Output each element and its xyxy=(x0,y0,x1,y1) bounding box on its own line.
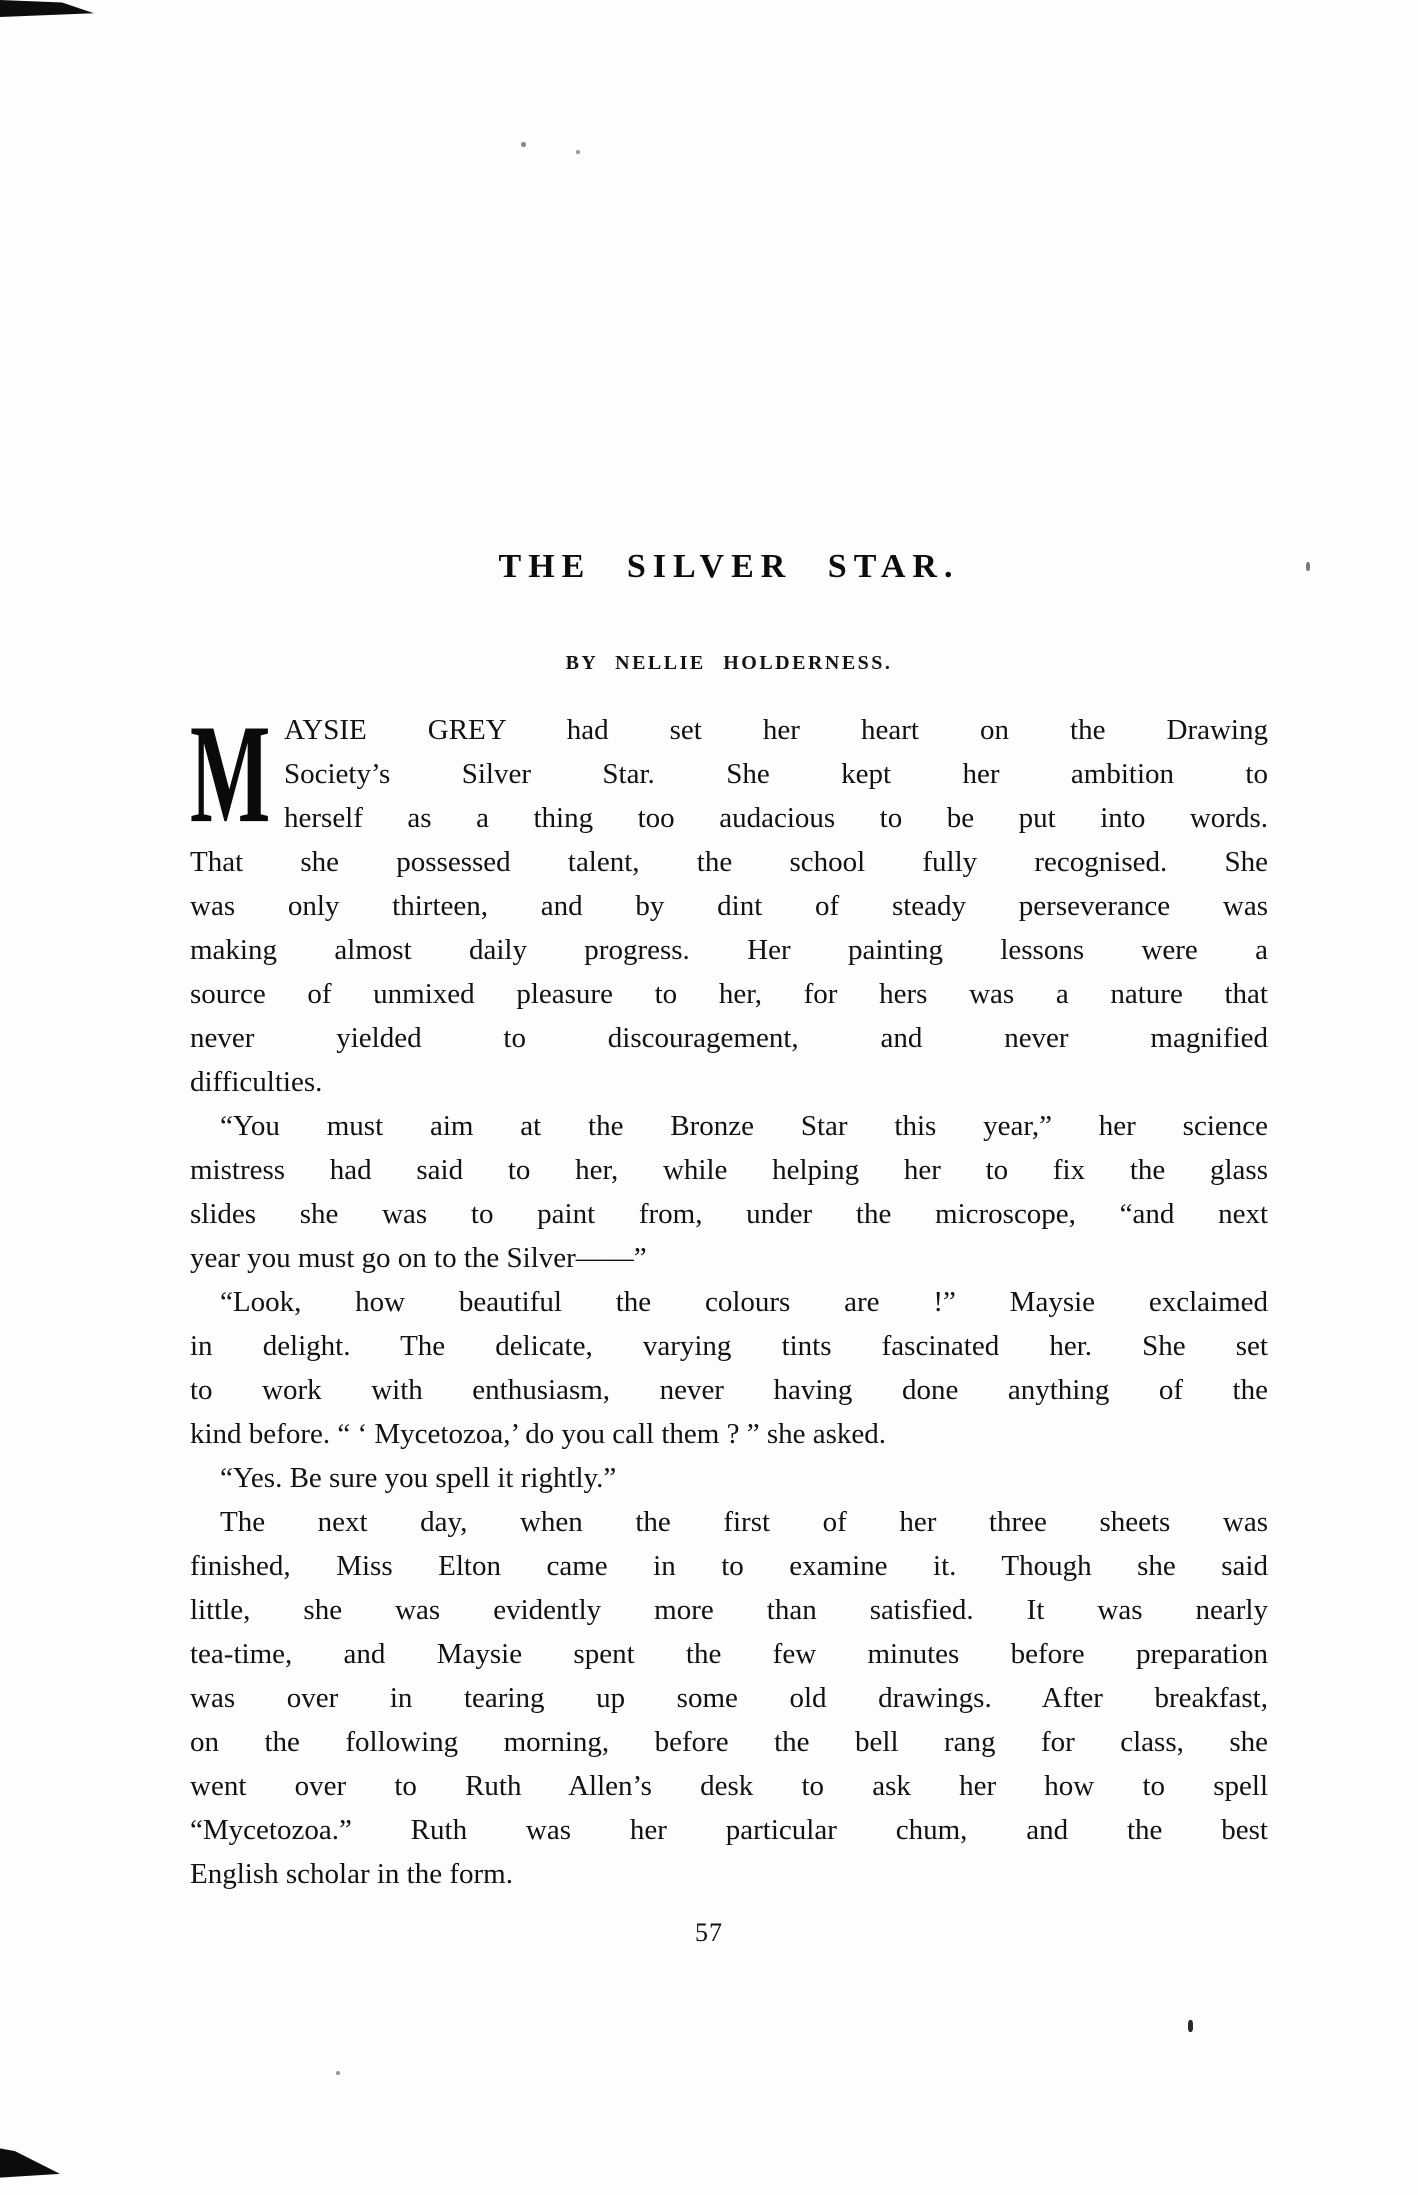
article-body xyxy=(190,695,1268,1896)
text-line: never yielded to discouragement, and never magnified xyxy=(190,1022,1268,1054)
text-line: “Mycetozoa.” Ruth was her particular chum, and the best xyxy=(190,1814,1268,1846)
text-line: English scholar in the form. xyxy=(190,1858,513,1890)
text-line: mistress had said to her, while helping her to fix the glass xyxy=(190,1154,1268,1186)
text-line: making almost daily progress. Her painting lessons were a xyxy=(190,934,1268,966)
paragraph-2 xyxy=(190,1104,1268,1280)
text-line: “Look, how beautiful the colours are !” Maysie exclaimed xyxy=(220,1286,1268,1318)
text-line: on the following morning, before the bell rang for class, she xyxy=(190,1726,1268,1758)
text-line: went over to Ruth Allen’s desk to ask her how to spell xyxy=(190,1770,1268,1802)
paragraph-1 xyxy=(190,695,1268,1104)
text-line: to work with enthusiasm, never having done anything of the xyxy=(190,1374,1268,1406)
paragraph-4 xyxy=(190,1456,1268,1500)
text-line: “You must aim at the Bronze Star this year,” her science xyxy=(220,1110,1268,1142)
text-line: That she possessed talent, the school fully recognised. She xyxy=(190,846,1268,878)
text-line: herself as a thing too audacious to be put into words. xyxy=(284,802,1268,834)
scan-artifact-bottom-left xyxy=(0,2145,60,2179)
text-line: AYSIE GREY had set her heart on the Drawing xyxy=(284,714,1268,746)
text-line: finished, Miss Elton came in to examine it. Though she said xyxy=(190,1550,1268,1582)
text-line: tea-time, and Maysie spent the few minutes before preparation xyxy=(190,1638,1268,1670)
scan-speck xyxy=(1188,2020,1193,2032)
text-line: was only thirteen, and by dint of steady perseverance was xyxy=(190,890,1268,922)
scan-artifact-top-left xyxy=(0,0,94,17)
scan-speck xyxy=(336,2071,340,2075)
text-line: in delight. The delicate, varying tints fascinated her. She set xyxy=(190,1330,1268,1362)
text-line: source of unmixed pleasure to her, for hers was a nature that xyxy=(190,978,1268,1010)
text-line: “Yes. Be sure you spell it rightly.” xyxy=(220,1462,617,1494)
text-line: was over in tearing up some old drawings. After breakfast, xyxy=(190,1682,1268,1714)
text-line: little, she was evidently more than satisfied. It was nearly xyxy=(190,1594,1268,1626)
story-title: THE SILVER STAR. xyxy=(498,548,960,585)
paragraph-3 xyxy=(190,1280,1268,1456)
scan-speck xyxy=(576,150,580,154)
scan-speck xyxy=(1306,562,1310,571)
text-line: Society’s Silver Star. She kept her ambition to xyxy=(284,758,1268,790)
paragraph-5 xyxy=(190,1500,1268,1896)
text-line: slides she was to paint from, under the microscope, “and next xyxy=(190,1198,1268,1230)
text-line: difficulties. xyxy=(190,1066,323,1098)
text-line: year you must go on to the Silver——” xyxy=(190,1242,647,1274)
text-line: The next day, when the first of her three sheets was xyxy=(220,1506,1268,1538)
text-line: kind before. “ ‘ Mycetozoa,’ do you call them ? ” she asked. xyxy=(190,1418,886,1450)
drop-cap-letter: M xyxy=(190,695,271,852)
page-number: 57 xyxy=(695,1918,723,1947)
author-byline: BY NELLIE HOLDERNESS. xyxy=(565,652,893,674)
scan-speck xyxy=(521,142,526,147)
